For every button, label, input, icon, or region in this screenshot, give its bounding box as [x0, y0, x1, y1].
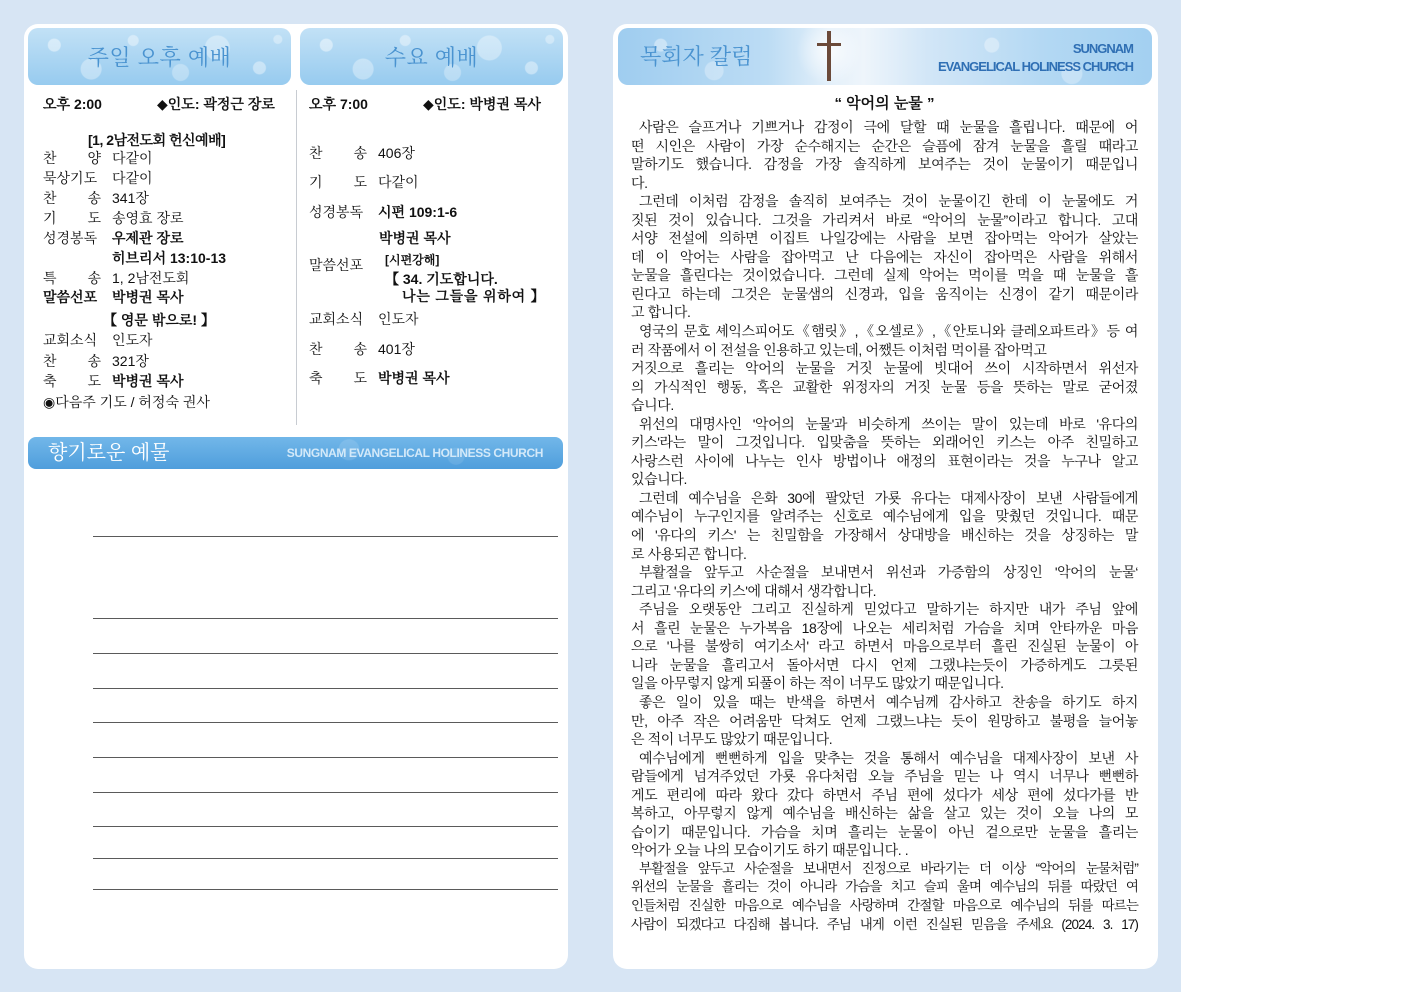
column-line: 있습니다. — [631, 471, 687, 488]
column-line: 사람이 되겠다고 다짐해 봅니다. 주님 내게 이런 진실된 믿음을 주세요 (2024. 3. 17) — [631, 916, 1138, 932]
church-name-line1: SUNGNAM — [1072, 41, 1133, 56]
column-line: 람들에게 넘겨주었던 가룟 유다처럼 오늘 주님을 믿는 나 역시 너무나 뻔뻔하 — [631, 768, 1138, 785]
writing-line — [93, 858, 558, 859]
column-line: 키스'라는 말이 그것입니다. 입맞춤을 뜻하는 외래어인 키스는 아주 친밀하고 — [631, 434, 1138, 451]
column-header — [618, 28, 1152, 85]
column-line: 예수님이 누구인지를 알려주는 신호로 예수님에게 입을 맞췄던 것입니다. 때문 — [631, 508, 1138, 525]
order-label: 찬 송 — [309, 341, 367, 357]
order-value: 321장 — [112, 353, 149, 369]
order-label: 축 도 — [309, 370, 367, 386]
order-item — [309, 144, 415, 162]
order-label: 교회소식 — [309, 311, 364, 327]
cross-icon — [816, 28, 842, 85]
column-line: 러 작품에서 이 전설을 인용하고 있는데, 어쨌든 이처럼 먹이를 잡아먹고 — [631, 341, 1047, 358]
order-value: 다같이 — [112, 150, 153, 166]
column-line: 예수님에게 뻔뻔하게 입을 맞추는 것을 통해서 예수님을 대제사장이 보낸 사 — [639, 749, 1138, 766]
writing-line — [93, 536, 558, 537]
order-value: 1, 2남전도회 — [112, 270, 190, 286]
column-paragraph — [631, 192, 1138, 322]
column-paragraph — [631, 359, 1138, 415]
column-line: 눈물을 흘린다는 것이었습니다. 그런데 실제 악어는 먹이를 먹을 때 눈물을 흘 — [631, 267, 1138, 284]
column-line: 다. — [631, 174, 648, 191]
order-label: 말씀선포 — [43, 289, 98, 305]
wednesday-service-header — [300, 28, 563, 85]
order-item — [43, 269, 189, 287]
order-value: 406장 — [378, 145, 415, 161]
order-value: 인도자 — [378, 311, 419, 327]
column-line: 악어가 오늘 나의 모습이기도 하기 때문입니다. . — [631, 842, 909, 859]
worship-panel — [24, 24, 568, 969]
order-item — [43, 331, 153, 349]
column-line: 부활절을 앞두고 사순절을 보내면서 진정으로 바라기는 더 이상 “악어의 눈물처럼” — [639, 860, 1138, 876]
order-label: 찬 송 — [43, 353, 101, 369]
column-line: 위선의 눈물을 흘리는 것이 아니라 가슴을 치고 슬피 울며 예수님의 뒤를 따랐던 여 — [631, 879, 1138, 895]
column-title: “ 악어의 눈물 ” — [834, 95, 935, 112]
column-line: 사람은 슬프거나 기쁘거나 감정이 극에 달할 때 눈물을 흘립니다. 때문에 어 — [639, 119, 1138, 135]
writing-line — [93, 826, 558, 827]
order-label: 성경봉독 — [309, 204, 364, 220]
column-line: 인들처럼 진실한 마음으로 예수님을 사랑하며 간절할 마음으로 예수님의 뒤를 따르는 — [631, 897, 1138, 913]
column-line: 위선의 대명사인 '악어의 눈물'과 비슷하게 쓰이는 말이 있는데 바로 '유다의 — [639, 415, 1138, 432]
column-paragraph — [631, 322, 1138, 359]
order-value: 우제관 장로 — [112, 230, 184, 246]
order-item — [43, 169, 153, 187]
order-value: 341장 — [112, 190, 149, 206]
wednesday-service-title: 수요 예배 — [384, 45, 479, 70]
column-line: 영국의 문호 셰익스피어도《햄릿》,《오셀로》,《안토니와 클레오파트라》등 여 — [639, 323, 1138, 340]
order-label: 교회소식 — [43, 332, 98, 348]
order-value: 박병권 목사 — [112, 373, 184, 389]
order-label: 기 도 — [43, 210, 101, 226]
column-line: 그런데 예수님을 은화 30에 팔았던 가룟 유다는 대제사장이 보낸 사람들에게 — [639, 489, 1138, 506]
column-paragraph — [631, 860, 1138, 934]
sermon-title-continued: 나는 그들을 위하여 】 — [402, 288, 546, 304]
offering-church-name: SUNGNAM EVANGELICAL HOLINESS CHURCH — [286, 446, 543, 460]
order-label: 축 도 — [43, 373, 101, 389]
sunday-service-title: 주일 오후 예배 — [87, 45, 232, 70]
order-value: 다같이 — [378, 174, 419, 190]
column-line: 복하고, 아무렇지 않게 예수님을 배신하는 삶을 살고 있는 것이 오늘 나의 모 — [631, 805, 1138, 822]
order-item — [309, 369, 450, 387]
column-paragraph — [631, 749, 1138, 860]
order-item — [43, 189, 149, 207]
column-line: 데 이 악어는 사람을 잡아먹고 난 다음에는 자신이 잡아먹은 사람을 위해서 — [631, 248, 1138, 265]
sermon-series: [시편강해] — [385, 253, 440, 267]
column-paragraph — [631, 118, 1138, 192]
column-line: 부활절을 앞두고 사순절을 보내면서 위선과 가증함의 상징인 '악어의 눈물‘ — [639, 564, 1138, 581]
order-value: 다같이 — [112, 170, 153, 186]
order-item — [43, 229, 184, 247]
order-item — [43, 288, 184, 306]
order-value: 401장 — [378, 341, 415, 357]
column-body — [631, 118, 1138, 934]
column-line: 의 가식적인 행동, 혹은 교활한 위정자의 거짓 눈물 등을 뜻하는 말로 굳어졌 — [631, 378, 1138, 395]
column-line: 서 흘린 눈물은 누가복음 18장에 나오는 세리처럼 가슴을 치며 안타까운 마음 — [631, 619, 1138, 636]
column-paragraph — [631, 600, 1138, 693]
sunday-time: 오후 2:00 — [43, 96, 102, 112]
order-value: 박병권 목사 — [378, 370, 450, 386]
order-item — [43, 352, 149, 370]
order-label: 찬 송 — [43, 190, 101, 206]
column-line: 습이기 때문입니다. 가슴을 치며 흘리는 눈물이 아닌 겉으로만 눈물을 흘리는 — [631, 823, 1138, 840]
sunday-leader: ◆인도: 곽정근 장로 — [157, 96, 275, 112]
column-line: 게도 편리에 따라 왔다 갔다 하면서 주님 편에 섰다가 세상 편에 섰다가를 반 — [631, 786, 1138, 803]
writing-line — [93, 792, 558, 793]
order-label: 찬 송 — [309, 145, 367, 161]
column-line: 서양 전설에 의하면 이집트 나일강에는 사람을 보면 잡아먹는 악어가 살았는 — [631, 230, 1138, 247]
sermon-title: 【 영문 밖으로! 】 — [103, 312, 215, 328]
order-item — [43, 149, 153, 167]
column-line: 습니다. — [631, 397, 674, 414]
column-line: 그리고 '유다의 키스'에 대해서 생각합니다. — [631, 582, 877, 599]
column-line: 일을 아무렇지 않게 되풀이 하는 적이 너무도 많았기 때문입니다. — [631, 675, 1004, 692]
column-line: 고 합니다. — [631, 304, 691, 321]
column-line: 으로 '나를 불쌍히 여기소서' 라고 하면서 마음으로부터 흘린 진실된 눈물이 아 — [631, 638, 1138, 655]
column-line: 거짓으로 흘리는 악어의 눈물을 거짓 눈물에 빗대어 쓰이 시작하면서 위선자 — [631, 360, 1138, 377]
writing-line — [93, 889, 558, 890]
order-value: 시편 109:1-6 — [378, 204, 458, 220]
column-line: 에 '유다의 키스' 는 친밀함을 가장해서 상대방을 배신하는 것을 상징하는 말 — [631, 527, 1138, 544]
column-line: 린다고 하는데 그것은 눈물샘의 신경과, 입을 움직이는 신경이 같기 때문이라 — [631, 285, 1138, 302]
sunday-service-header — [28, 28, 291, 85]
column-line: 떤 시인은 사람이 가장 순수해지는 순간은 슬픔에 잠겨 눈물을 흘릴 때라고 — [631, 137, 1138, 154]
order-value: 박병권 목사 — [112, 289, 184, 305]
order-label: 묵상기도 — [43, 170, 98, 186]
order-value: 인도자 — [112, 332, 153, 348]
writing-line — [93, 757, 558, 758]
order-item — [309, 310, 419, 328]
order-item — [43, 372, 184, 390]
scripture-reference: 히브리서 13:10-13 — [112, 250, 227, 266]
column-divider — [296, 90, 297, 425]
sermon-title: 【 34. 기도합니다. — [385, 271, 498, 287]
column-paragraph — [631, 693, 1138, 749]
wednesday-leader: ◆인도: 박병권 목사 — [423, 96, 541, 112]
writing-line — [93, 618, 558, 619]
order-item — [309, 340, 415, 358]
column-line: 주님을 오랫동안 그리고 진실하게 믿었다고 말하기는 하지만 내가 주님 앞에 — [639, 601, 1138, 618]
church-name-line2: EVANGELICAL HOLINESS CHURCH — [938, 59, 1133, 74]
column-paragraph — [631, 563, 1138, 600]
order-label: 특 송 — [43, 270, 101, 286]
column-paragraph — [631, 415, 1138, 489]
sunday-subtitle: [1, 2남전도회 헌신예배] — [88, 132, 226, 148]
column-line: 말하기도 했습니다. 감정을 가장 솔직하게 보여주는 것이 눈물이기 때문입니 — [631, 156, 1138, 173]
order-item — [309, 203, 457, 221]
column-line: 로 사용되곤 합니다. — [631, 545, 747, 562]
column-line: 만, 아주 작은 어려움만 닥쳐도 언제 그랬느냐는 듯이 원망하고 불평을 늘어놓 — [631, 712, 1138, 729]
order-item — [309, 173, 419, 191]
column-header-title: 목회자 칼럼 — [640, 44, 753, 69]
scripture-reader: 박병권 목사 — [379, 230, 451, 246]
pastor-column-panel — [613, 24, 1158, 969]
column-paragraph — [631, 489, 1138, 563]
order-label: 찬 양 — [43, 150, 101, 166]
column-line: 은 적이 너무도 많았기 때문입니다. — [631, 731, 833, 748]
order-value: 송영효 장로 — [112, 210, 184, 226]
column-line: 그런데 이처럼 감정을 솔직히 보여주는 것이 눈물이긴 한데 이 눈물에도 거 — [639, 193, 1138, 210]
column-line: 사랑스런 사이에 나누는 인사 방법이나 애정의 표현이라는 것을 누구나 알고 — [631, 452, 1138, 469]
wednesday-time: 오후 7:00 — [309, 96, 368, 112]
order-item — [309, 256, 367, 274]
writing-line — [93, 653, 558, 654]
writing-line — [93, 688, 558, 689]
order-label: 기 도 — [309, 174, 367, 190]
writing-line — [93, 722, 558, 723]
next-week-prayer: ◉다음주 기도 / 허정숙 권사 — [43, 394, 210, 410]
column-line: 니라 눈물을 흘리고서 돌아서면 다시 언제 그랬냐는듯이 가증하게도 그릇된 — [631, 656, 1138, 673]
order-label: 말씀선포 — [309, 257, 364, 273]
column-line: 짓된 것이 있습니다. 그것을 가리켜서 바로 “악어의 눈물”이라고 합니다. 고대 — [631, 211, 1138, 228]
offering-title: 향기로운 예물 — [48, 442, 170, 464]
order-item — [43, 209, 184, 227]
offering-header — [28, 437, 563, 469]
order-label: 성경봉독 — [43, 230, 98, 246]
column-line: 좋은 일이 있을 때는 반색을 하면서 예수님께 감사하고 찬송을 하기도 하지 — [639, 693, 1138, 710]
